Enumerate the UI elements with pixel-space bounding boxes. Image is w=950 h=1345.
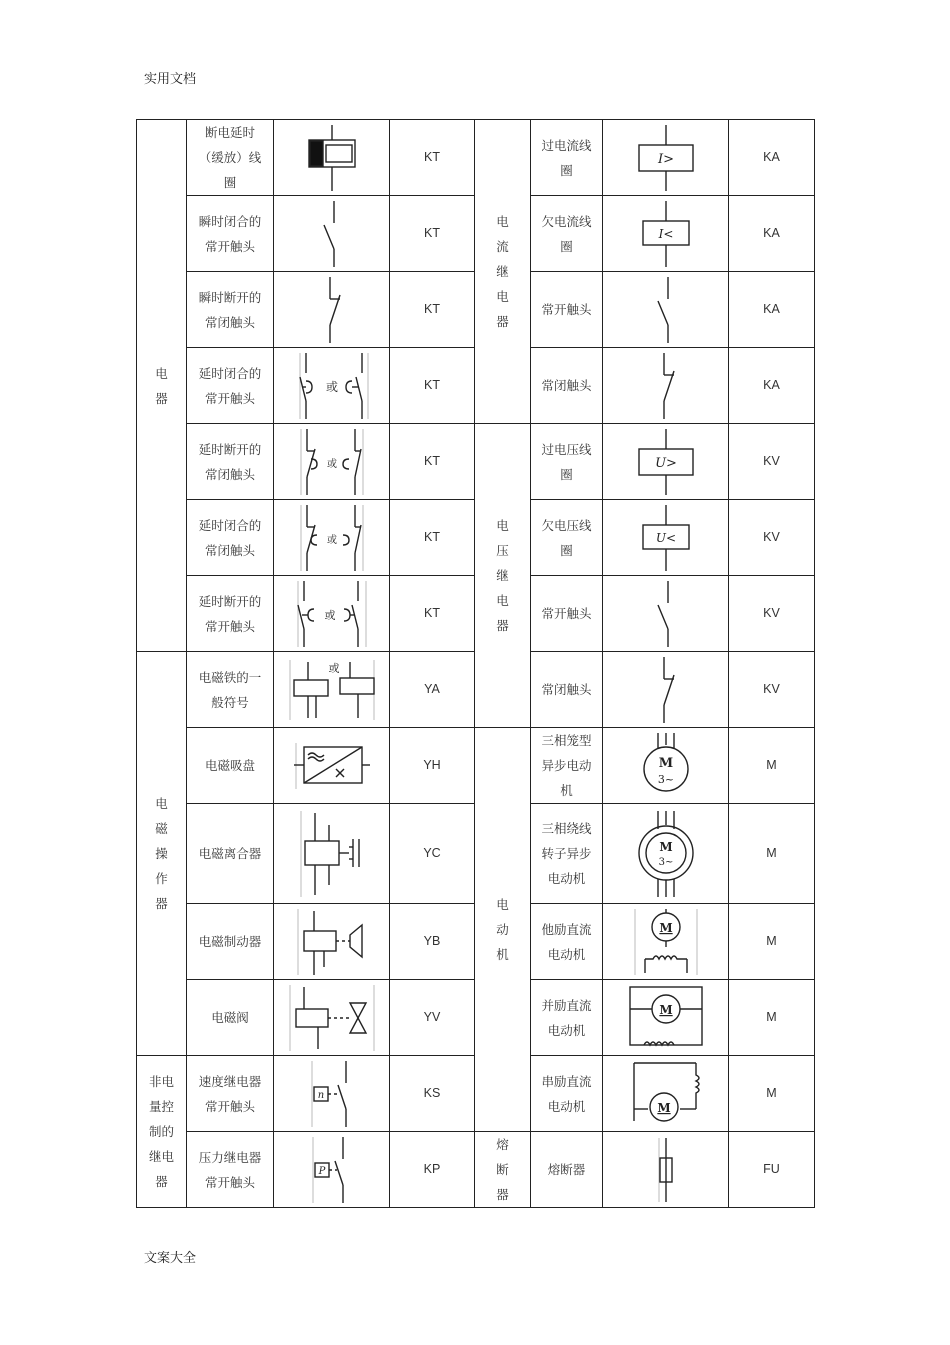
code-label: M xyxy=(729,904,815,980)
code-label: M xyxy=(729,980,815,1056)
code-label: KA xyxy=(729,272,815,348)
overcurrent-coil-icon xyxy=(603,120,729,196)
symbol-name: 他励直流电动机 xyxy=(531,904,603,980)
symbol-name: 电磁铁的一般符号 xyxy=(187,652,274,728)
code-label: KA xyxy=(729,120,815,196)
symbol-name: 延时闭合的常闭触头 xyxy=(187,500,274,576)
table-row xyxy=(137,424,815,500)
symbol-table xyxy=(136,119,815,1208)
code-label: YB xyxy=(390,904,475,980)
electromagnetic-brake-icon xyxy=(274,904,390,980)
group-non-electrical-relay: 非电量控制的继电器 xyxy=(137,1056,187,1208)
code-label: KV xyxy=(729,424,815,500)
code-label: KT xyxy=(390,500,475,576)
code-label: KT xyxy=(390,120,475,196)
squirrel-cage-motor-icon xyxy=(603,728,729,804)
group-electrical-apparatus: 电器 xyxy=(137,120,187,652)
symbol-name: 常开触头 xyxy=(531,272,603,348)
svg-text:或: 或 xyxy=(328,661,339,675)
code-label: M xyxy=(729,728,815,804)
svg-text:U<: U< xyxy=(655,530,676,545)
no-contact-icon xyxy=(603,272,729,348)
electromagnetic-clutch-icon xyxy=(274,804,390,904)
solenoid-valve-icon xyxy=(274,980,390,1056)
series-dc-motor-icon xyxy=(603,1056,729,1132)
separately-excited-dc-motor-icon xyxy=(603,904,729,980)
instant-no-contact-icon xyxy=(274,196,390,272)
symbol-name: 瞬时闭合的常开触头 xyxy=(187,196,274,272)
svg-text:或: 或 xyxy=(326,534,337,546)
group-motor: 电动机 xyxy=(475,728,531,1132)
svg-text:3~: 3~ xyxy=(658,856,673,868)
code-label: M xyxy=(729,1056,815,1132)
group-voltage-relay: 电压继电器 xyxy=(475,424,531,728)
symbol-name: 延时断开的常开触头 xyxy=(187,576,274,652)
group-electromagnetic-operator: 电磁操作器 xyxy=(137,652,187,1056)
nc-contact-icon xyxy=(603,348,729,424)
pressure-relay-contact-icon xyxy=(274,1132,390,1208)
table-row xyxy=(137,120,815,196)
group-current-relay: 电流继电器 xyxy=(475,120,531,424)
svg-text:3~: 3~ xyxy=(657,772,674,786)
svg-text:P: P xyxy=(318,1165,325,1177)
code-label: YV xyxy=(390,980,475,1056)
symbol-name: 电磁离合器 xyxy=(187,804,274,904)
speed-relay-contact-icon xyxy=(274,1056,390,1132)
code-label: KT xyxy=(390,272,475,348)
symbol-name: 过电压线圈 xyxy=(531,424,603,500)
svg-text:M: M xyxy=(658,839,673,854)
wound-rotor-motor-icon xyxy=(603,804,729,904)
delay-close-nc-contact-icon xyxy=(274,500,390,576)
symbol-name: 瞬时断开的常闭触头 xyxy=(187,272,274,348)
code-label: KA xyxy=(729,196,815,272)
code-label: YC xyxy=(390,804,475,904)
fuse-icon xyxy=(603,1132,729,1208)
symbol-name: 电磁吸盘 xyxy=(187,728,274,804)
code-label: KV xyxy=(729,500,815,576)
undercurrent-coil-icon xyxy=(603,196,729,272)
code-label: KV xyxy=(729,652,815,728)
symbol-name: 常开触头 xyxy=(531,576,603,652)
electromagnet-icon xyxy=(274,652,390,728)
code-label: KT xyxy=(390,576,475,652)
code-label: KT xyxy=(390,424,475,500)
svg-text:I>: I> xyxy=(657,151,674,167)
nc-contact-icon xyxy=(603,652,729,728)
symbol-name: 电磁阀 xyxy=(187,980,274,1056)
undervoltage-coil-icon xyxy=(603,500,729,576)
symbol-name: 速度继电器常开触头 xyxy=(187,1056,274,1132)
delay-open-no-contact-icon xyxy=(274,576,390,652)
symbol-name: 常闭触头 xyxy=(531,348,603,424)
symbol-name: 电磁制动器 xyxy=(187,904,274,980)
overvoltage-coil-icon xyxy=(603,424,729,500)
code-label: FU xyxy=(729,1132,815,1208)
symbol-name: 三相绕线转子异步电动机 xyxy=(531,804,603,904)
symbol-name: 欠电压线圈 xyxy=(531,500,603,576)
svg-text:M: M xyxy=(658,755,673,771)
table-row xyxy=(137,728,815,804)
symbol-name: 常闭触头 xyxy=(531,652,603,728)
svg-text:或: 或 xyxy=(324,608,335,622)
code-label: M xyxy=(729,804,815,904)
svg-text:n: n xyxy=(317,1089,324,1101)
delay-open-nc-contact-icon xyxy=(274,424,390,500)
code-label: KA xyxy=(729,348,815,424)
symbol-name: 延时闭合的常开触头 xyxy=(187,348,274,424)
svg-text:I<: I< xyxy=(658,226,673,241)
group-fuse: 熔断器 xyxy=(475,1132,531,1208)
shunt-dc-motor-icon xyxy=(603,980,729,1056)
page-header: 实用文档 xyxy=(144,72,197,87)
symbol-name: 过电流线圈 xyxy=(531,120,603,196)
magnetic-chuck-icon xyxy=(274,728,390,804)
instant-nc-contact-icon xyxy=(274,272,390,348)
svg-text:M: M xyxy=(658,920,673,935)
code-label: KV xyxy=(729,576,815,652)
symbol-name: 熔断器 xyxy=(531,1132,603,1208)
symbol-name: 延时断开的常闭触头 xyxy=(187,424,274,500)
code-label: KT xyxy=(390,348,475,424)
code-label: YA xyxy=(390,652,475,728)
symbol-name: 断电延时（缓放）线圈 xyxy=(187,120,274,196)
off-delay-coil-icon xyxy=(274,120,390,196)
code-label: KS xyxy=(390,1056,475,1132)
svg-text:或: 或 xyxy=(325,379,338,394)
code-label: KT xyxy=(390,196,475,272)
symbol-name: 欠电流线圈 xyxy=(531,196,603,272)
symbol-name: 压力继电器常开触头 xyxy=(187,1132,274,1208)
table-row xyxy=(137,1132,815,1208)
svg-text:或: 或 xyxy=(326,458,337,470)
svg-text:M: M xyxy=(656,1100,671,1115)
code-label: YH xyxy=(390,728,475,804)
symbol-name: 三相笼型异步电动机 xyxy=(531,728,603,804)
svg-text:U>: U> xyxy=(654,455,677,471)
symbol-name: 并励直流电动机 xyxy=(531,980,603,1056)
symbol-name: 串励直流电动机 xyxy=(531,1056,603,1132)
code-label: KP xyxy=(390,1132,475,1208)
delay-close-no-contact-icon xyxy=(274,348,390,424)
svg-text:M: M xyxy=(658,1002,673,1017)
page-footer: 文案大全 xyxy=(144,1251,197,1266)
no-contact-icon xyxy=(603,576,729,652)
